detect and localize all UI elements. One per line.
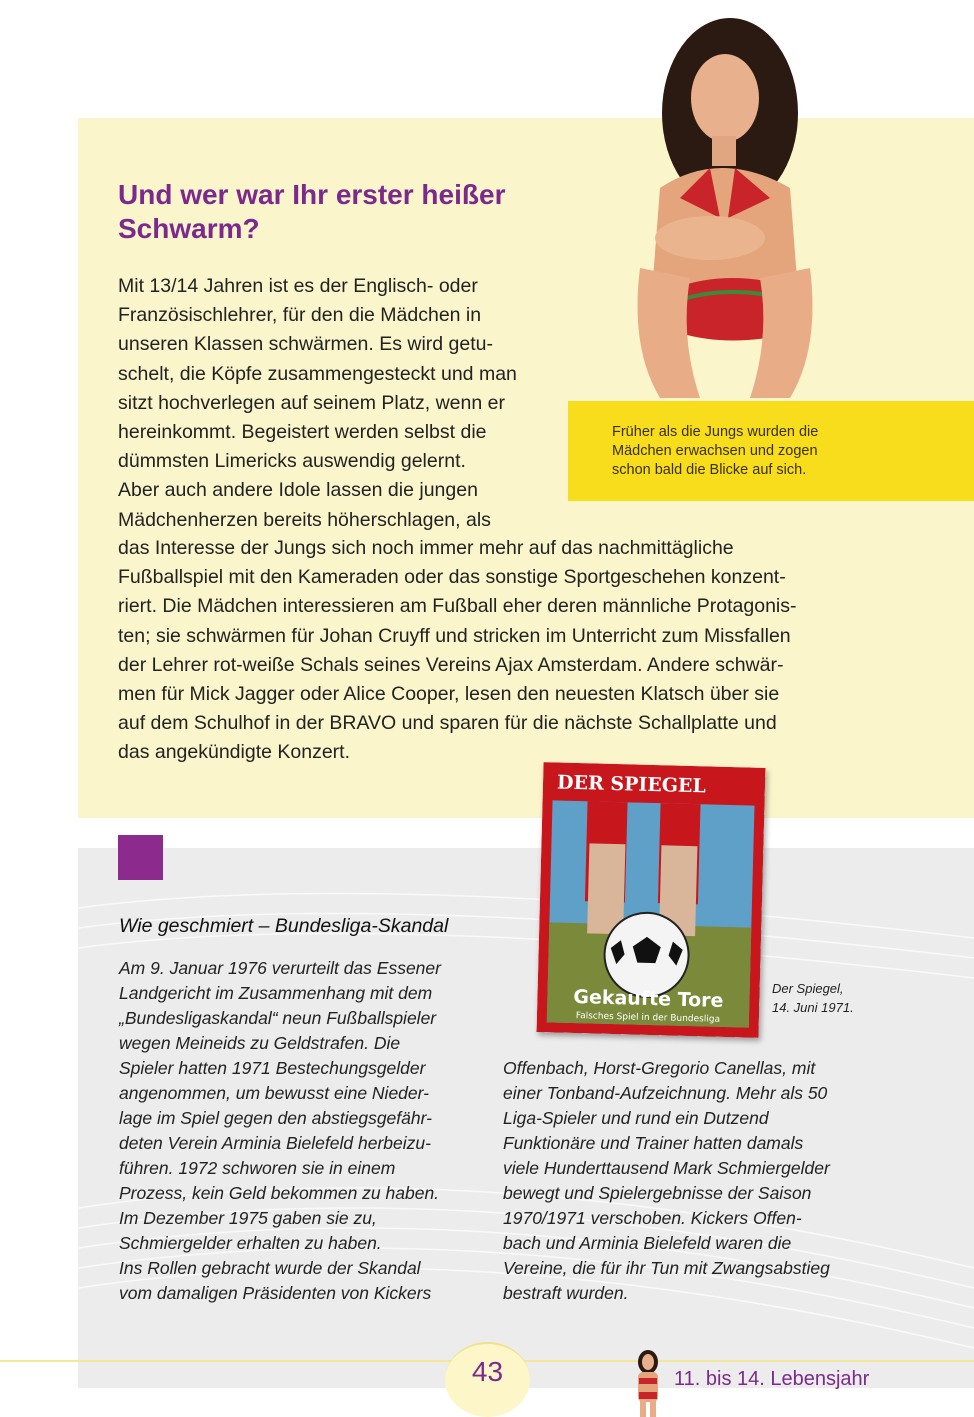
paragraph: das Interesse der Jungs sich noch immer mehr auf das nachmittägliche Fußballspiel mit den Kameraden oder das sonstige Sportgeschehen konzent- riert. Die Mädchen interessieren am Fußball eher deren männliche Protagonis- ten; sie schwärmen für Johan Cruyff und stricken im Unterricht zum Missfallen der Lehrer rot-weiße Schals seines Vereins Ajax Amsterdam. Andere schwär- men für Mick Jagger oder Alice Cooper, lesen den neuesten Klatsch über sie auf dem Schulhof in der BRAVO und sparen für die nächste Schallplatte und das angekündigte Konzert. xyxy=(118,537,797,764)
magazine-subline: Falsches Spiel in der Bundesliga xyxy=(575,1011,721,1025)
chapter-label: 11. bis 14. Lebensjahr xyxy=(674,1368,870,1390)
magazine-caption: Der Spiegel, 14. Juni 1971. xyxy=(772,981,854,1015)
chapter-thumbnail-image xyxy=(628,1350,668,1417)
article-heading: Und wer war Ihr erster heißer Schwarm? xyxy=(118,179,506,244)
box-column-left: Am 9. Januar 1976 verurteilt das Essener Landgericht im Zusammenhang mit dem „Bundesligaskandal“ neun Fußballspieler wegen Meineids zu Geldstrafen. Die Spieler hatten 1971 Bestechungsgelder angenommen, um bewusst eine Nieder- lage im Spiel gegen den abstiegsgefähr- deten Verein Arminia Bielefeld herbeizu- führen. 1972 schworen sie in einem Prozess, kein Geld bekommen zu haben. Im Dezember 1975 gaben sie zu, Schmiergelder erhalten zu haben. Ins Rollen gebracht wurde der Skandal vom damaligen Präsidenten von Kickers xyxy=(119,958,441,1303)
box-title: Wie geschmiert – Bundesliga-Skandal xyxy=(119,915,449,937)
magazine-masthead: DER SPIEGEL xyxy=(556,771,707,798)
article-body-wide xyxy=(118,534,848,768)
paragraph: Mit 13/14 Jahren ist es der Englisch- oder Französischlehrer, für den die Mädchen in unseren Klassen schwärmen. Es wird getu- schelt, die Köpfe zusammengesteckt und man sitzt hochverlegen auf seinem Platz, wenn er hereinkommt. Begeistert werden selbst die dümmsten Limericks auswendig gelernt. Aber auch andere Idole lassen die jungen Mädchenherzen bereits höherschlagen, als xyxy=(118,275,517,531)
spiegel-cover-image xyxy=(537,762,766,1038)
page-number: 43 xyxy=(471,1356,504,1387)
article-body-narrow xyxy=(118,272,558,535)
girl-photo xyxy=(620,18,820,403)
section-marker xyxy=(118,835,163,880)
photo-caption: Früher als die Jungs wurden die Mädchen erwachsen und zogen schon bald die Blicke auf sich. xyxy=(612,424,819,478)
magazine-headline: Gekaufte Tore xyxy=(573,986,724,1012)
box-column-right: Offenbach, Horst-Gregorio Canellas, mit einer Tonband-Aufzeichnung. Mehr als 50 Liga-Spieler und rund ein Dutzend Funktionäre und Trainer hatten damals viele Hunderttausend Mark Schmiergelder bewegt und Spielergebnisse der Saison 1970/1971 verschoben. Kickers Offen- bach und Arminia Bielefeld waren die Vereine, die für ihr Tun mit Zwangsabstieg bestraft wurden. xyxy=(503,1058,830,1303)
